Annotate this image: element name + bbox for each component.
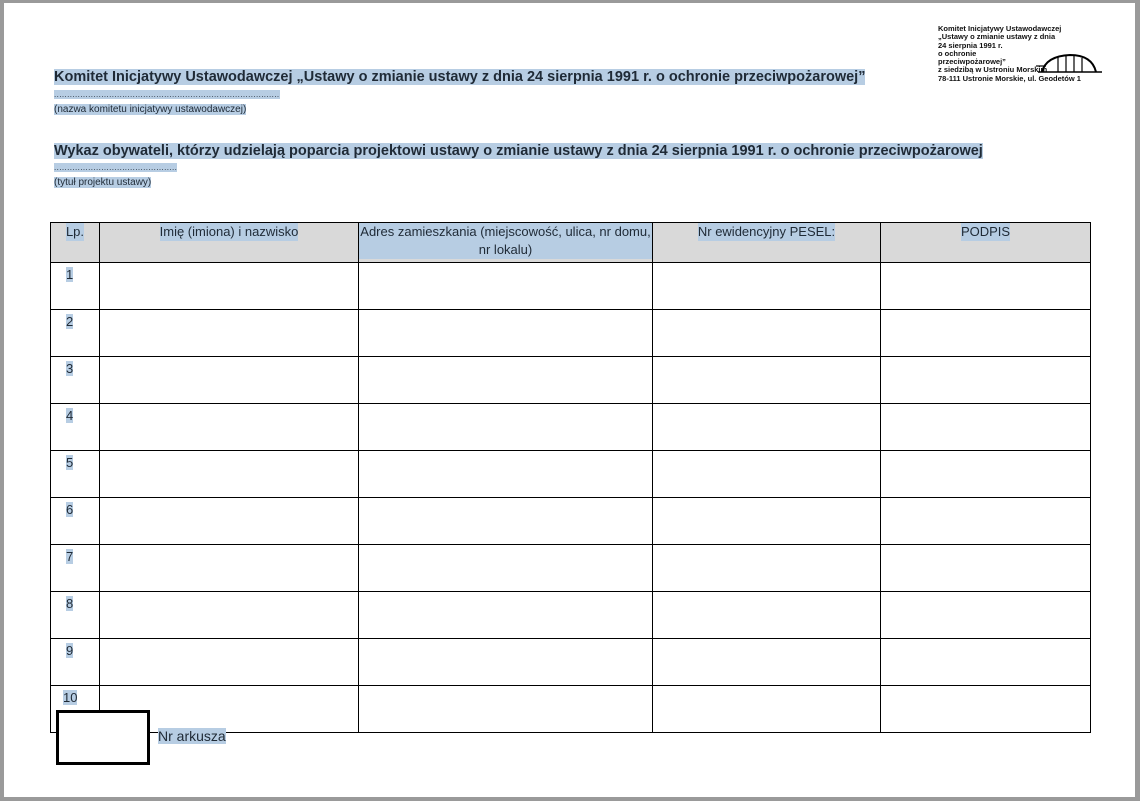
bill-heading: Wykaz obywateli, którzy udzielają poparcia projektowi ustawy o zmianie ustawy z dnia 24 sierpnia 1991 r. o ochronie przeciwpożarowej [54,143,983,159]
stamp-line: z siedzibą w Ustroniu Morskim [938,65,1048,75]
stamp-line: 78-111 Ustronie Morskie, ul. Geodetów 1 [938,73,1081,83]
name-cell[interactable] [100,263,359,310]
row-number: 9 [51,639,100,686]
signature-cell[interactable] [881,263,1091,310]
row-number: 5 [51,451,100,498]
table-row [51,686,1091,733]
stamp-line: „Ustawy o zmianie ustawy z dnia [938,32,1056,42]
pesel-cell[interactable] [653,545,881,592]
column-header-address: Adres zamieszkania (miejscowość, ulica, nr domu, nr lokalu) [359,223,653,263]
name-cell[interactable] [100,639,359,686]
address-cell[interactable] [359,592,653,639]
signature-cell[interactable] [881,357,1091,404]
table-row [51,404,1091,451]
pesel-cell[interactable] [653,592,881,639]
sheet-number-box[interactable] [56,710,150,765]
row-number: 8 [51,592,100,639]
pesel-cell[interactable] [653,686,881,733]
document-page [4,3,1135,797]
row-number: 1 [51,263,100,310]
column-header-lp: Lp. [51,223,100,263]
fire-helmet-logo [1036,52,1104,76]
address-cell[interactable] [359,263,653,310]
stamp-line: Komitet Inicjatywy Ustawodawczej [938,24,1062,33]
pesel-cell[interactable] [653,498,881,545]
stamp-line: przeciwpożarowej” [938,57,1006,67]
signature-cell[interactable] [881,310,1091,357]
signature-cell[interactable] [881,686,1091,733]
table-row [51,639,1091,686]
pesel-cell[interactable] [653,639,881,686]
signature-cell[interactable] [881,592,1091,639]
row-number: 7 [51,545,100,592]
bill-title-placeholder: ............................................... [54,163,178,172]
table-row [51,545,1091,592]
table-row [51,451,1091,498]
pesel-cell[interactable] [653,357,881,404]
signature-cell[interactable] [881,545,1091,592]
address-cell[interactable] [359,357,653,404]
sheet-number-label: Nr arkusza [158,728,226,744]
name-cell[interactable] [100,498,359,545]
row-number: 3 [51,357,100,404]
column-header-pesel: Nr ewidencyjny PESEL: [653,223,881,263]
bill-title-caption: (tytuł projektu ustawy) [54,177,152,188]
address-cell[interactable] [359,404,653,451]
signature-cell[interactable] [881,498,1091,545]
column-header-signature: PODPIS [881,223,1091,263]
row-number: 10 [51,686,100,733]
table-row [51,357,1091,404]
signature-cell[interactable] [881,451,1091,498]
table-row [51,263,1091,310]
committee-heading: Komitet Inicjatywy Ustawodawczej „Ustawy o zmianie ustawy z dnia 24 sierpnia 1991 r. o ochronie przeciwpożarowej” [54,69,866,85]
committee-name-placeholder: ...................................................................................... [54,90,280,99]
signature-cell[interactable] [881,404,1091,451]
stamp-line: o ochronie [938,48,977,58]
table-row [51,498,1091,545]
name-cell[interactable] [100,310,359,357]
table-row [51,592,1091,639]
address-cell[interactable] [359,545,653,592]
signature-cell[interactable] [881,639,1091,686]
address-cell[interactable] [359,686,653,733]
name-cell[interactable] [100,451,359,498]
address-cell[interactable] [359,451,653,498]
pesel-cell[interactable] [653,451,881,498]
supporters-table [50,222,1091,733]
address-cell[interactable] [359,310,653,357]
name-cell[interactable] [100,404,359,451]
pesel-cell[interactable] [653,310,881,357]
name-cell[interactable] [100,592,359,639]
stamp-line: 24 sierpnia 1991 r. [938,40,1003,50]
row-number: 4 [51,404,100,451]
row-number: 2 [51,310,100,357]
pesel-cell[interactable] [653,404,881,451]
name-cell[interactable] [100,545,359,592]
address-cell[interactable] [359,498,653,545]
committee-name-caption: (nazwa komitetu inicjatywy ustawodawczej) [54,104,247,115]
table-row [51,310,1091,357]
column-header-name: Imię (imiona) i nazwisko [100,223,359,263]
pesel-cell[interactable] [653,263,881,310]
name-cell[interactable] [100,357,359,404]
address-cell[interactable] [359,639,653,686]
table-header-row [51,223,1091,263]
row-number: 6 [51,498,100,545]
